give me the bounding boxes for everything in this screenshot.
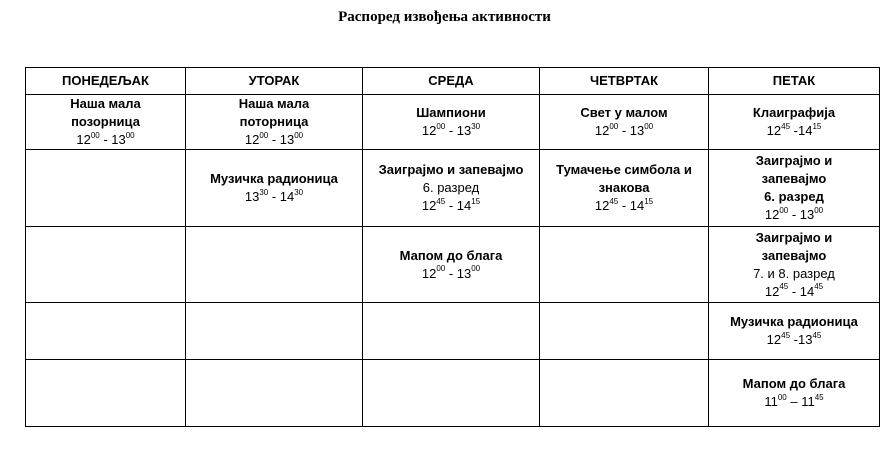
activity-cell [363, 227, 540, 303]
activity-name: знакова [598, 180, 650, 195]
time-minutes: 45 [781, 330, 791, 340]
empty-cell [26, 360, 186, 427]
activity-name: Тумачење симбола и [556, 162, 692, 177]
time-minutes: 15 [471, 196, 481, 206]
day-header: ПЕТАК [709, 68, 880, 95]
header-row [26, 68, 880, 95]
time-minutes: 45 [812, 330, 822, 340]
activity-cell [709, 360, 880, 427]
activity-name: Наша мала [70, 96, 141, 111]
activity-name: Свет у малом [580, 105, 668, 120]
empty-cell [186, 303, 363, 360]
activity-time: $12^{45} - 14^{15}$ [421, 196, 481, 213]
schedule-table [25, 67, 880, 427]
time-minutes: 00 [436, 121, 446, 131]
time-minutes: 30 [471, 121, 481, 131]
activity-time: $12^{00} - 13^{30}$ [421, 121, 481, 138]
activity-name: Клаиграфија [752, 105, 836, 120]
activity-name: Музичка радионица [730, 314, 858, 329]
day-header: ПОНЕДЕЉАК [26, 68, 186, 95]
time-minutes: 45 [609, 196, 619, 206]
time-minutes: 30 [259, 187, 269, 197]
time-minutes: 45 [436, 196, 446, 206]
activity-name: Шампиони [416, 105, 486, 120]
empty-cell [363, 303, 540, 360]
day-header: СРЕДА [363, 68, 540, 95]
empty-cell [186, 360, 363, 427]
activity-name: Музичка радионица [210, 171, 338, 186]
activity-name: Заиграјмо и [755, 153, 833, 168]
time-minutes: 00 [779, 205, 789, 215]
schedule-row [26, 95, 880, 150]
activity-time: $11^{00} - 11^{45}$ [764, 392, 824, 409]
empty-cell [26, 150, 186, 227]
activity-time: $12^{45}$ $-14^{15}$ [766, 121, 822, 138]
time-minutes: 00 [471, 264, 481, 274]
activity-note: 6. разред [422, 180, 480, 195]
activity-cell [709, 227, 880, 303]
time-minutes: 00 [259, 130, 269, 140]
activity-time: $12^{45} - 14^{15}$ [594, 196, 654, 213]
time-minutes: 45 [814, 392, 824, 402]
empty-cell [363, 360, 540, 427]
activity-name: 6. разред [764, 189, 824, 204]
time-minutes: 30 [294, 187, 304, 197]
time-minutes: 00 [814, 205, 824, 215]
time-minutes: 45 [814, 282, 824, 292]
activity-cell [186, 95, 363, 150]
activity-time: $12^{00} - 13^{00}$ [594, 121, 654, 138]
empty-cell [540, 227, 709, 303]
time-minutes: 15 [644, 196, 654, 206]
activity-cell [709, 150, 880, 227]
activity-name: позорница [71, 114, 140, 129]
page-title: Распоред извођења активности [338, 9, 551, 25]
activity-cell [186, 150, 363, 227]
time-minutes: 00 [644, 121, 654, 131]
activity-note: 7. и 8. разред [753, 265, 835, 281]
time-minutes: 45 [779, 282, 789, 292]
empty-cell [540, 360, 709, 427]
activity-cell [709, 303, 880, 360]
day-header: УТОРАК [186, 68, 363, 95]
activity-name: Заиграјмо и [755, 229, 833, 245]
time-minutes: 45 [781, 121, 791, 131]
empty-cell [186, 227, 363, 303]
time-minutes: 00 [777, 392, 787, 402]
activity-time: $12^{00} - 13^{00}$ [421, 264, 481, 281]
time-minutes: 00 [436, 264, 446, 274]
activity-name: Заиграјмо и запевајмо [378, 162, 524, 177]
activity-time: $12^{00} - 13^{00}$ [244, 130, 304, 147]
activity-name: Мапом до блага [399, 247, 503, 263]
time-minutes: 00 [294, 130, 304, 140]
activity-cell [363, 95, 540, 150]
activity-name: поторница [239, 114, 309, 129]
empty-cell [26, 227, 186, 303]
time-minutes: 00 [125, 130, 135, 140]
schedule-row [26, 360, 880, 427]
activity-cell [26, 95, 186, 150]
activity-name: запевајмо [761, 247, 827, 263]
schedule-row [26, 303, 880, 360]
activity-time: $12^{00} - 13^{00}$ [76, 130, 135, 147]
activity-name: Мапом до блага [742, 376, 846, 391]
day-header: ЧЕТВРТАК [540, 68, 709, 95]
activity-name: Наша мала [238, 96, 310, 111]
schedule-row [26, 150, 880, 227]
activity-time: $12^{45}$ $-13^{45}$ [766, 330, 822, 347]
time-minutes: 15 [812, 121, 822, 131]
activity-time: $12^{45} - 14^{45}$ [764, 282, 824, 299]
activity-cell [540, 150, 709, 227]
empty-cell [540, 303, 709, 360]
time-minutes: 00 [90, 130, 100, 140]
activity-cell [540, 95, 709, 150]
activity-name: запевајмо [761, 171, 827, 186]
activity-time: $13^{30} - 14^{30}$ [244, 187, 304, 204]
empty-cell [26, 303, 186, 360]
activity-time: $12^{00} - 13^{00}$ [764, 205, 824, 222]
activity-cell [363, 150, 540, 227]
time-minutes: 00 [609, 121, 619, 131]
schedule-row [26, 227, 880, 303]
activity-cell [709, 95, 880, 150]
